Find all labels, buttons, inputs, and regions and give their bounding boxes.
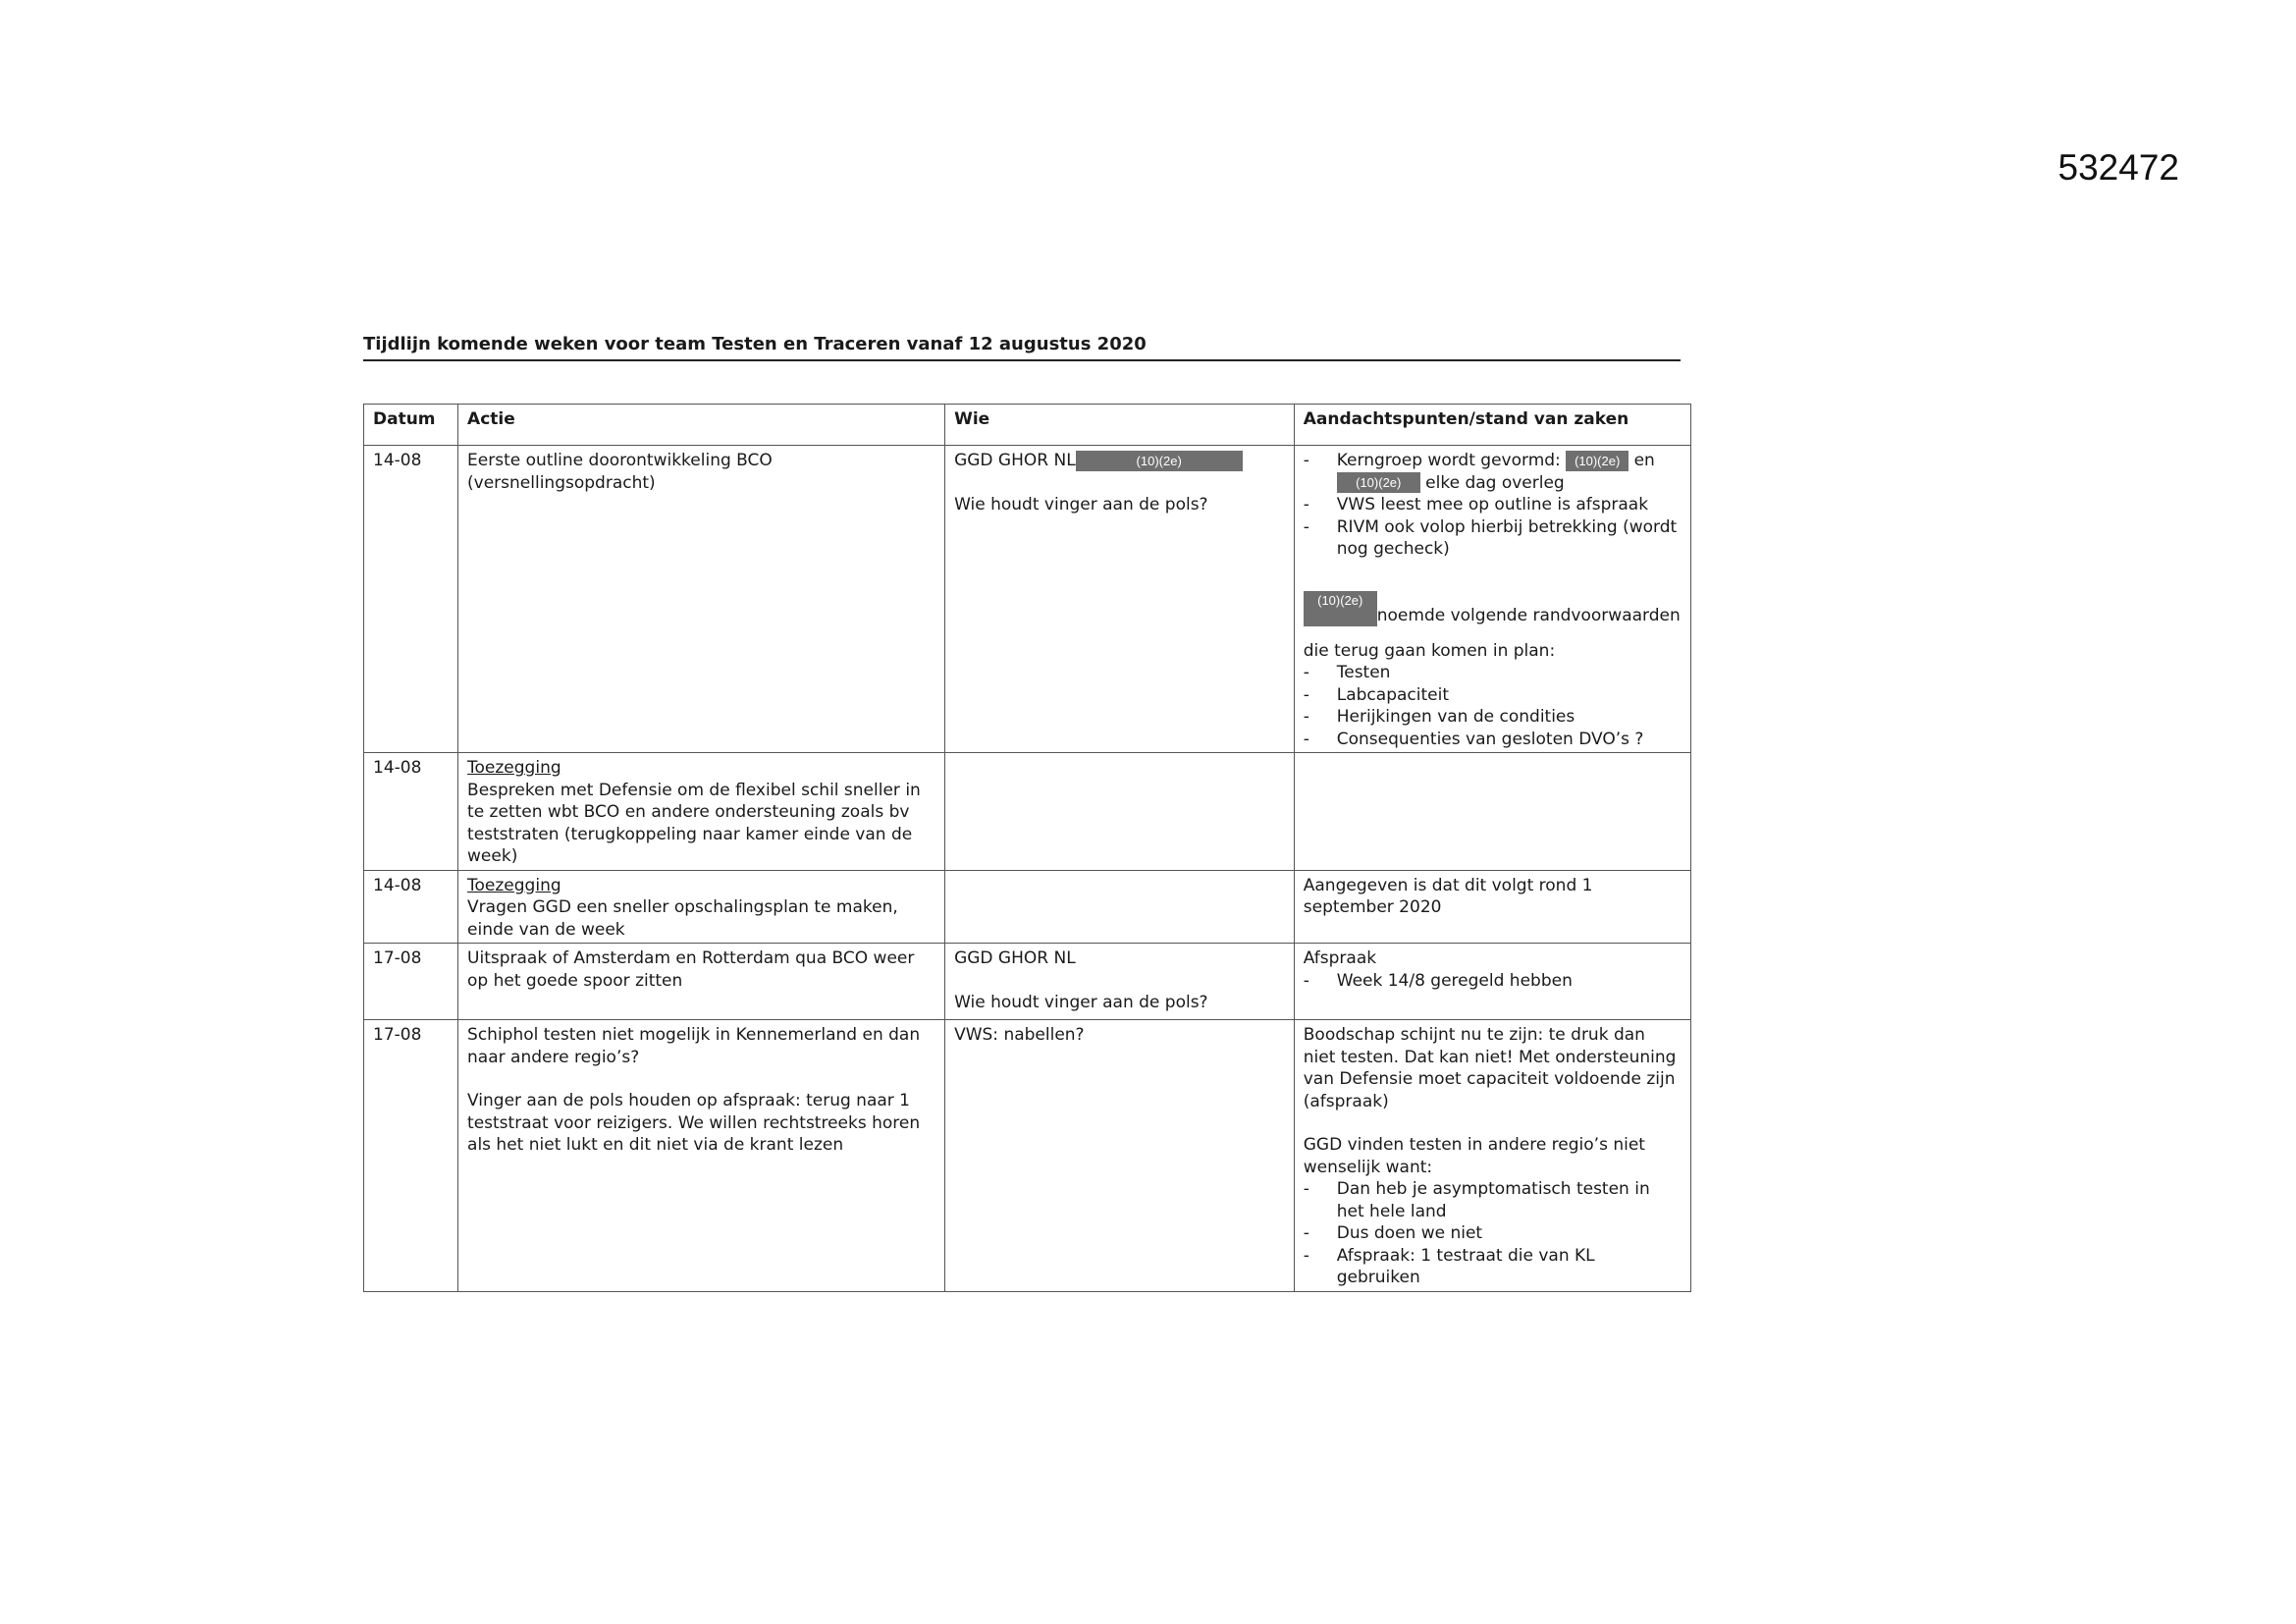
cell-datum: 14-08 <box>364 753 458 871</box>
table-row <box>364 446 1691 753</box>
table-row <box>364 944 1691 1020</box>
randvoorwaarden-paragraph <box>1303 592 1682 663</box>
header-wie: Wie <box>945 405 1295 446</box>
cell-aandacht <box>1294 944 1690 1020</box>
bullet-list <box>1304 662 1682 750</box>
bullet-text: en <box>1633 451 1655 470</box>
list-item: - Afspraak: 1 testraat die van KL gebruiken <box>1304 1245 1682 1289</box>
redaction-box: (10)(2e) <box>1076 451 1243 471</box>
aandacht-paragraph: Boodschap schijnt nu te zijn: te druk dan niet testen. Dat kan niet! Met ondersteuning van Defensie moet capaciteit voldoende zijn (afspraak) <box>1303 1025 1677 1111</box>
cell-aandacht <box>1294 1020 1690 1292</box>
list-item <box>1304 450 1682 494</box>
cell-wie: VWS: nabellen? <box>945 1020 1295 1292</box>
list-item: - Week 14/8 geregeld hebben <box>1304 970 1682 993</box>
wie-org: GGD GHOR NL <box>954 948 1076 968</box>
list-item: - Labcapaciteit <box>1304 684 1682 707</box>
actie-line: Eerste outline doorontwikkeling BCO <box>467 451 773 470</box>
header-datum: Datum <box>364 405 458 446</box>
list-item: - Testen <box>1304 662 1682 684</box>
actie-paragraph: Vinger aan de pols houden op afspraak: terug naar 1 teststraat voor reizigers. We willen rechtstreeks horen als het niet lukt en dit niet via de krant lezen <box>467 1091 921 1155</box>
actie-text: Vragen GGD een sneller opschalingsplan te maken, einde van de week <box>467 897 898 940</box>
wie-note: Wie houdt vinger aan de pols? <box>954 494 1208 514</box>
document-number: 532472 <box>2057 147 2179 188</box>
wie-org: GGD GHOR NL <box>954 451 1076 470</box>
list-item: - Herijkingen van de condities <box>1304 706 1682 729</box>
list-item: - RIVM ook volop hierbij betrekking (wordt nog gecheck) <box>1304 516 1682 561</box>
bullet-text: elke dag overleg <box>1425 472 1565 493</box>
toezegging-label: Toezegging <box>467 875 561 895</box>
paragraph-text: noemde volgende randvoorwaarden die terug gaan komen in plan: <box>1303 605 1681 661</box>
header-actie: Actie <box>458 405 945 446</box>
cell-datum: 17-08 <box>364 1020 458 1292</box>
actie-line: (versnellingsopdracht) <box>467 472 656 493</box>
redaction-box: (10)(2e) <box>1337 472 1420 493</box>
table-row <box>364 1020 1691 1292</box>
cell-datum: 17-08 <box>364 944 458 1020</box>
cell-actie <box>458 446 945 753</box>
cell-actie: Uitspraak of Amsterdam en Rotterdam qua BCO weer op het goede spoor zitten <box>458 944 945 1020</box>
list-item: - Consequenties van gesloten DVO’s ? <box>1304 729 1682 751</box>
bullet-list <box>1304 970 1682 993</box>
cell-aandacht: Aangegeven is dat dit volgt rond 1 september 2020 <box>1294 870 1690 944</box>
afspraak-heading: Afspraak <box>1303 948 1377 968</box>
cell-datum: 14-08 <box>364 446 458 753</box>
list-item: - Dus doen we niet <box>1304 1222 1682 1245</box>
redaction-box: (10)(2e) <box>1566 451 1629 471</box>
bullet-list <box>1304 450 1682 561</box>
cell-wie <box>945 870 1295 944</box>
table-row <box>364 870 1691 944</box>
table-row <box>364 753 1691 871</box>
cell-actie <box>458 753 945 871</box>
toezegging-label: Toezegging <box>467 758 561 778</box>
cell-actie <box>458 870 945 944</box>
cell-aandacht <box>1294 753 1690 871</box>
cell-wie <box>945 753 1295 871</box>
cell-wie <box>945 446 1295 753</box>
actie-text: Bespreken met Defensie om de flexibel schil sneller in te zetten wbt BCO en andere ondersteuning zoals bv teststraten (terugkoppeling naar kamer einde van de week) <box>467 780 921 866</box>
timeline-table <box>363 404 1691 1292</box>
actie-paragraph: Schiphol testen niet mogelijk in Kennemerland en dan naar andere regio’s? <box>467 1025 921 1067</box>
aandacht-paragraph: GGD vinden testen in andere regio’s niet wenselijk want: <box>1303 1135 1645 1177</box>
cell-datum: 14-08 <box>364 870 458 944</box>
list-item: - Dan heb je asymptomatisch testen in het hele land <box>1304 1178 1682 1222</box>
cell-wie <box>945 944 1295 1020</box>
bullet-list <box>1304 1178 1682 1289</box>
cell-actie <box>458 1020 945 1292</box>
wie-org-line <box>954 450 1285 472</box>
bullet-text: Kerngroep wordt gevormd: <box>1336 451 1561 470</box>
table-header-row <box>364 405 1691 446</box>
wie-note: Wie houdt vinger aan de pols? <box>954 992 1208 1012</box>
list-item: - VWS leest mee op outline is afspraak <box>1304 494 1682 516</box>
redaction-box: (10)(2e) <box>1304 591 1377 626</box>
header-aandacht: Aandachtspunten/stand van zaken <box>1294 405 1690 446</box>
cell-aandacht <box>1294 446 1690 753</box>
page-title: Tijdlijn komende weken voor team Testen en Traceren vanaf 12 augustus 2020 <box>363 334 1681 361</box>
